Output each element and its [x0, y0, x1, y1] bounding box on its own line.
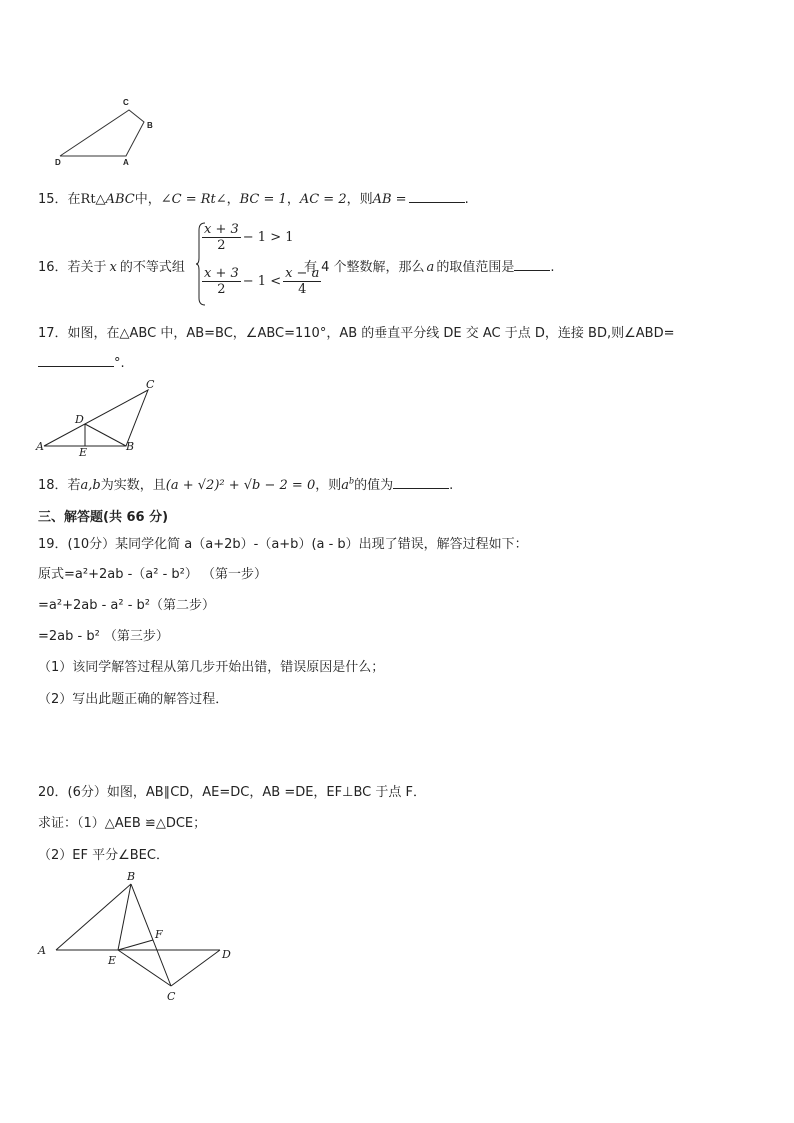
- label-a: A: [36, 440, 44, 453]
- answer-blank[interactable]: [514, 258, 550, 271]
- ineq2-rnum: x − a: [285, 266, 320, 281]
- q16-mid: 的不等式组: [119, 260, 185, 275]
- triangle-outline: [44, 390, 148, 446]
- q18-end: .: [449, 478, 454, 493]
- label-a: A: [123, 158, 129, 167]
- answer-blank[interactable]: [38, 354, 114, 367]
- question-17-line2: [38, 354, 125, 371]
- answer-blank[interactable]: [409, 190, 465, 203]
- ineq2-fraction: [202, 266, 241, 297]
- q18-powexp: b: [349, 476, 355, 486]
- label-b: B: [127, 870, 136, 883]
- q15-cond1: ∠C = Rt∠: [160, 192, 227, 207]
- ineq1-num: x + 3: [204, 222, 239, 237]
- label-c: C: [146, 378, 155, 391]
- triangle-abc-figure: [34, 378, 164, 458]
- q16-suffix1: 有 4 个整数解，那么: [304, 260, 425, 275]
- q18-mid1: 为实数，且: [100, 478, 166, 493]
- q15-ask: AB =: [372, 192, 407, 207]
- ineq2-num: x + 3: [204, 266, 239, 281]
- question-19-sub2: （2）写出此题正确的解答过程．: [38, 692, 229, 707]
- label-c: C: [123, 98, 129, 107]
- q18-pow: a: [341, 478, 349, 493]
- q15-sep3: ，则: [346, 192, 373, 207]
- q16-end: .: [550, 260, 555, 275]
- question-17-line1: 17．如图，在△ABC 中，AB=BC，∠ABC=110°，AB 的垂直平分线 DE 交 AC 于点 D，连接 BD,则∠ABD=: [38, 326, 675, 341]
- question-19-step2: =a²+2ab - a² - b²（第二步）: [38, 598, 216, 613]
- segment-bc: [131, 884, 171, 986]
- label-d: D: [75, 413, 84, 426]
- q15-number: 15．在: [38, 192, 81, 207]
- geometry-figure-20: [36, 866, 246, 1006]
- label-b: B: [126, 440, 135, 453]
- question-15: [38, 188, 469, 207]
- q18-vars: a,b: [80, 478, 101, 493]
- ineq1-fraction: [202, 222, 241, 253]
- segment-cd: [171, 950, 220, 986]
- q17-end: °.: [114, 356, 125, 371]
- segment-bd: [85, 424, 126, 446]
- label-e: E: [79, 446, 88, 459]
- quadrilateral-outline: [60, 110, 144, 156]
- q16-var: x: [109, 260, 117, 275]
- quadrilateral-figure: [50, 95, 170, 170]
- label-e: E: [108, 954, 117, 967]
- question-19-sub1: （1）该同学解答过程从第几步开始出错，错误原因是什么；: [38, 660, 385, 675]
- q15-end: .: [464, 192, 469, 207]
- question-20-line1: 20．(6分）如图，AB∥CD，AE=DC，AB =DE，EF⊥BC 于点 F．: [38, 785, 426, 800]
- q15-cond3: AC = 2: [299, 192, 347, 207]
- label-c: C: [167, 990, 176, 1003]
- question-19-line1: 19．(10分）某同学化简 a（a+2b）-（a+b）(a - b）出现了错误，解答过程如下：: [38, 537, 528, 552]
- q15-sep2: ，: [286, 192, 300, 207]
- q18-mid2: ，则: [315, 478, 342, 493]
- ineq1-den: 2: [217, 238, 226, 253]
- question-19-step3: =2ab - b² （第三步）: [38, 629, 169, 644]
- q18-mid3: 的值为: [354, 478, 394, 493]
- question-19-step1: 原式=a²+2ab -（a² - b²） （第一步）: [38, 567, 268, 582]
- q16-suffix2: 的取值范围是: [436, 260, 515, 275]
- label-f: F: [155, 928, 163, 941]
- q15-sep1: ，: [226, 192, 240, 207]
- q16-avar: a: [426, 260, 435, 275]
- answer-blank[interactable]: [393, 476, 449, 489]
- label-b: B: [147, 121, 153, 130]
- question-20-sub2: （2）EF 平分∠BEC．: [38, 848, 169, 863]
- ineq2-rden: 4: [298, 282, 307, 297]
- q18-prefix: 18．若: [38, 478, 81, 493]
- question-20-prove: 求证：（1）△AEB ≌△DCE；: [38, 816, 207, 831]
- segment-ef: [118, 940, 153, 950]
- q15-mid: 中，: [134, 192, 161, 207]
- section-title: 三、解答题(共 66 分): [38, 510, 169, 525]
- label-d: D: [55, 158, 61, 167]
- ineq2-den: 2: [217, 282, 226, 297]
- label-a: A: [38, 944, 46, 957]
- question-18: [38, 474, 453, 493]
- ineq2-mid: − 1 <: [242, 274, 282, 289]
- question-16-suffix: [304, 256, 554, 275]
- q15-abc: ABC: [105, 192, 135, 207]
- inequality-1: [202, 222, 294, 253]
- segment-ec: [118, 950, 171, 986]
- q15-rt: Rt△: [80, 192, 106, 207]
- q18-expr: (a + √2)² + √b − 2 = 0: [165, 478, 316, 493]
- question-16-prefix: [38, 256, 185, 275]
- q15-cond2: BC = 1: [239, 192, 287, 207]
- q16-prefix: 16．若关于: [38, 260, 107, 275]
- ineq1-rest: − 1 > 1: [242, 230, 294, 245]
- label-d: D: [222, 948, 231, 961]
